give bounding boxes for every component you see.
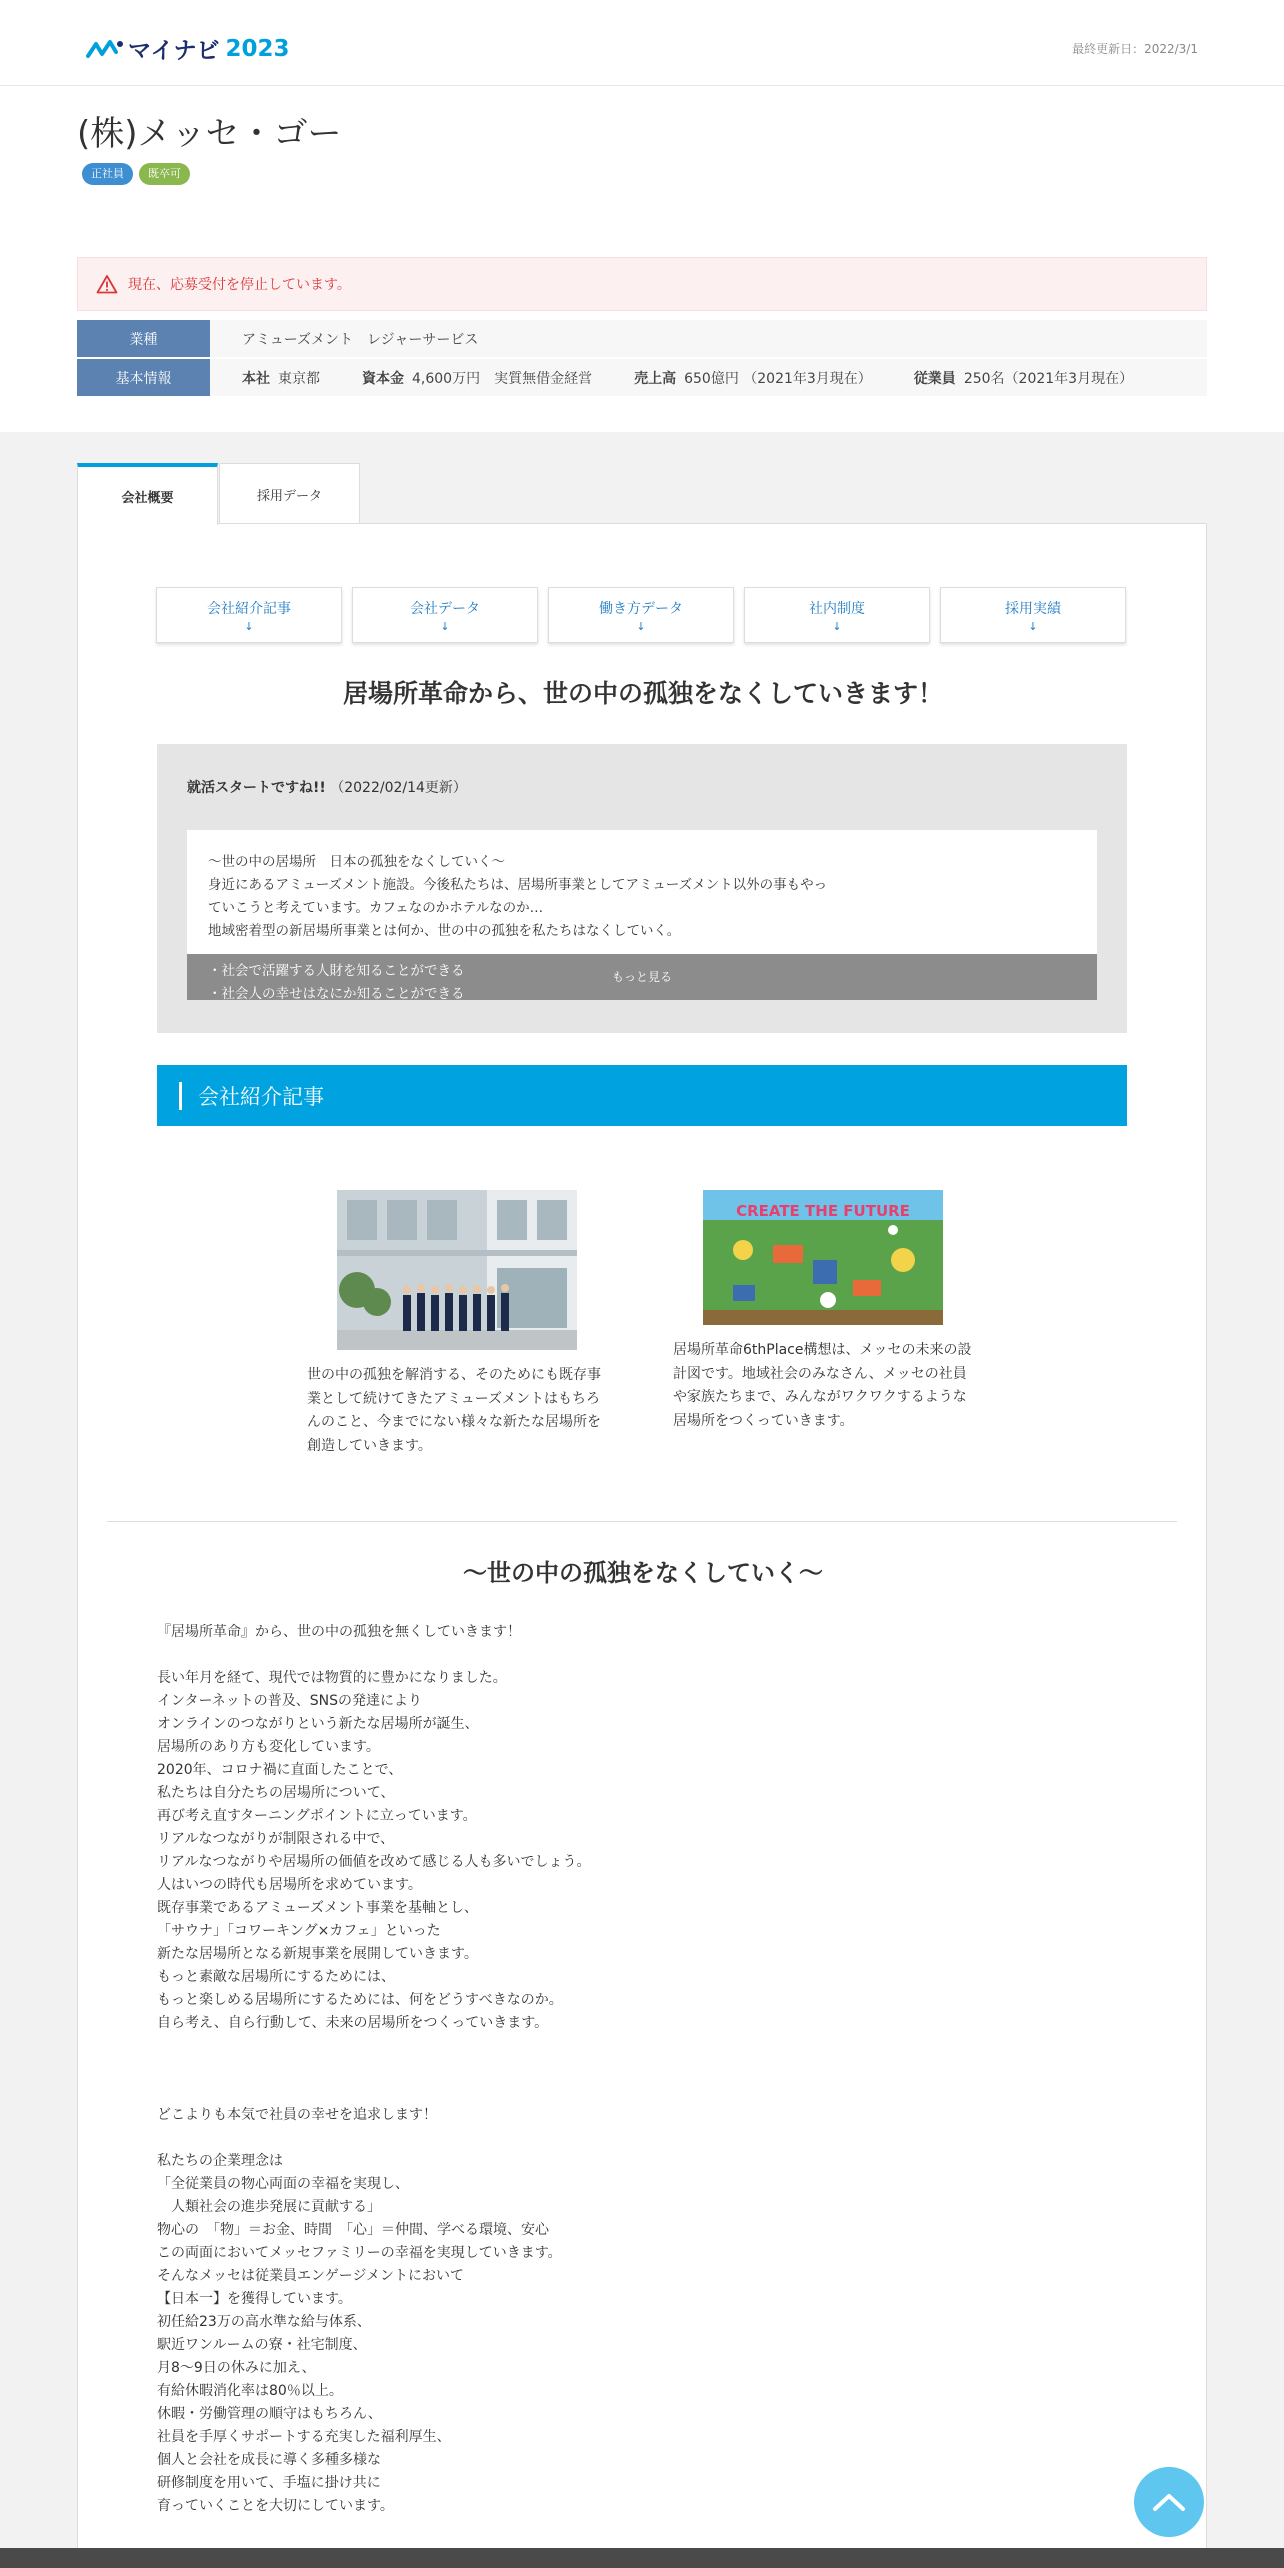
logo-text: マイナビ [128, 38, 220, 64]
employment-badges [82, 163, 190, 185]
anchor-label: 採用実績 [1005, 600, 1061, 617]
alert-text: 現在、応募受付を停止しています。 [128, 277, 351, 293]
application-closed-alert [77, 257, 1207, 311]
section-divider [107, 1521, 1177, 1522]
news-box [157, 744, 1127, 1033]
section-title: 会社紹介記事 [198, 1084, 324, 1109]
scroll-to-top-button[interactable] [1134, 2467, 1204, 2537]
industry-value: アミューズメント レジャーサービス [242, 331, 479, 348]
down-arrow-icon: ↓ [1028, 619, 1038, 633]
building-staff-photo [337, 1190, 577, 1350]
info-row-industry [77, 320, 1207, 359]
down-arrow-icon: ↓ [440, 619, 450, 633]
article-card-1[interactable] [307, 1190, 607, 1458]
warning-icon [96, 274, 118, 294]
anchor-hiring-results[interactable] [940, 587, 1126, 643]
read-more-button[interactable] [187, 954, 1097, 1000]
anchor-workstyle-data[interactable] [548, 587, 734, 643]
news-line: ～世の中の居場所 日本の孤独をなくしていく～ [208, 854, 505, 870]
anchor-label: 働き方データ [599, 600, 683, 617]
down-arrow-icon: ↓ [636, 619, 646, 633]
news-peek [208, 960, 465, 1000]
news-title: 就活スタートですね!! [187, 780, 326, 796]
hq-group [242, 368, 320, 388]
illustration-caption: CREATE THE FUTURE [736, 1202, 910, 1220]
news-line: 身近にあるアミューズメント施設。今後私たちは、居場所事業としてアミューズメント以外の事もやっ [208, 877, 828, 893]
anchor-label: 会社データ [410, 600, 480, 617]
section-accent-line [179, 1082, 182, 1110]
section-header-articles [157, 1065, 1127, 1126]
logo-year: 2023 [225, 35, 290, 62]
news-body [187, 830, 1097, 1000]
capital-group [362, 368, 592, 388]
chevron-up-icon [1151, 2491, 1187, 2513]
catch-copy: 居場所革命から、世の中の孤独をなくしていきます！ [342, 679, 943, 708]
info-row-basic [77, 359, 1207, 398]
down-arrow-icon: ↓ [832, 619, 842, 633]
sales-group [634, 368, 872, 388]
employees-group [914, 368, 1133, 388]
industry-label: 業種 [77, 320, 210, 357]
badge-graduates-ok: 既卒可 [139, 163, 190, 185]
company-info-table [77, 320, 1207, 398]
basic-info-label: 基本情報 [77, 359, 210, 396]
news-peek-line: ・社会で活躍する人財を知ることができる [208, 963, 465, 979]
company-name: (株)メッセ・ゴー [77, 114, 342, 154]
anchor-nav [156, 587, 1126, 643]
capital-value: 4,600万円 実質無借金経営 [412, 370, 593, 387]
top-bar [0, 0, 1284, 86]
anchor-company-data[interactable] [352, 587, 538, 643]
sales-label: 売上高 [634, 370, 677, 387]
page-tabs [77, 463, 360, 524]
site-logo[interactable] [86, 32, 290, 65]
last-updated: 最終更新日：2022/3/1 [1072, 42, 1198, 56]
anchor-label: 会社紹介記事 [207, 600, 291, 617]
news-line: 地域密着型の新居場所事業とは何か、世の中の孤独を私たちはなくしていく。 [208, 923, 681, 939]
anchor-label: 社内制度 [809, 600, 865, 617]
basic-info-value [210, 359, 1175, 396]
message-title: ～世の中の孤独をなくしていく～ [463, 1559, 823, 1587]
article-card-2[interactable] [673, 1190, 973, 1433]
employees-value: 250名（2021年3月現在） [963, 370, 1134, 387]
main-panel [77, 523, 1207, 2568]
tab-recruitment-data[interactable]: 採用データ [219, 463, 360, 524]
news-peek-line: ・社会人の幸せはなにか知ることができる [208, 986, 465, 1000]
article-text: 世の中の孤独を解消する、そのためにも既存事業として続けてきたアミューズメントはもちろんのこと、今までにない様々な新たな居場所を創造していきます。 [307, 1367, 601, 1454]
badge-fulltime: 正社員 [82, 163, 133, 185]
read-more-label: もっと見る [611, 969, 672, 984]
capital-label: 資本金 [362, 370, 404, 387]
news-line: ていこうと考えています。カフェなのかホテルなのか… [208, 900, 544, 916]
article-text: 居場所革命6thPlace構想は、メッセの未来の設計図です。地域社会のみなさん、メッセの社員や家族たちまで、みんながワクワクするような居場所をつくっていきます。 [673, 1342, 972, 1429]
down-arrow-icon: ↓ [244, 619, 254, 633]
hq-label: 本社 [242, 370, 270, 387]
create-the-future-illustration [703, 1190, 943, 1325]
employees-label: 従業員 [913, 370, 956, 387]
anchor-internal-systems[interactable] [744, 587, 930, 643]
tab-company-overview[interactable]: 会社概要 [77, 463, 218, 525]
sales-value: 650億円 （2021年3月現在） [684, 370, 872, 387]
hq-value: 東京都 [278, 370, 320, 387]
logo-mark-icon [86, 38, 124, 60]
company-message-body: 『居場所革命』から、世の中の孤独を無くしていきます！ 長い年月を経て、現代では物質的に豊かになりました。 インターネットの普及、SNSの発達により オンラインのつながりという新たな居場所が誕生、 居場所のあり方も変化しています。 2020年、コロナ禍に直面したことで、 私たちは自分たちの居場所について、 再び考え直すターニングポイントに立っています。 リアルなつながりが制限される中で、 リアルなつながりや居場所の価値を改めて感じる人も多いでしょう。 人はいつの時代も居場所を求めています。 既存事業であるアミューズメント事業を基軸とし、 「サウナ」「コワーキング×カフェ」といった 新たな居場所となる新規事業を展開していきます。 もっと素敵な居場所にするためには、 もっと楽しめる居場所にするためには、何をどうすべきなのか。 自ら考え、自ら行動して、未来の居場所をつくっていきます。 どこよりも本気で社員の幸せを追求します！ 私たちの企業理念は 「全従業員の物心両面の幸福を実現し、 人類社会の進歩発展に貢献する」 物心の 「物」＝お金、時間 「心」＝仲間、学べる環境、安心 この両面においてメッセファミリーの幸福を実現していきます。 そんなメッセは従業員エンゲージメントにおいて 【日本一】を獲得しています。 初任給23万の高水準な給与体系、 駅近ワンルームの寮・社宅制度、 月8～9日の休みに加え、 有給休暇消化率は80％以上。 休暇・労働管理の順守はもちろん、 社員を手厚くサポートする充実した福利厚生、 個人と会社を成長に導く多種多様な 研修制度を用いて、手塩に掛け共に 育っていくことを大切にしています。 [157, 1624, 591, 2514]
footer-bar [0, 2548, 1284, 2568]
news-heading [187, 777, 467, 797]
news-date: （2022/02/14更新） [330, 780, 467, 796]
anchor-company-articles[interactable] [156, 587, 342, 643]
